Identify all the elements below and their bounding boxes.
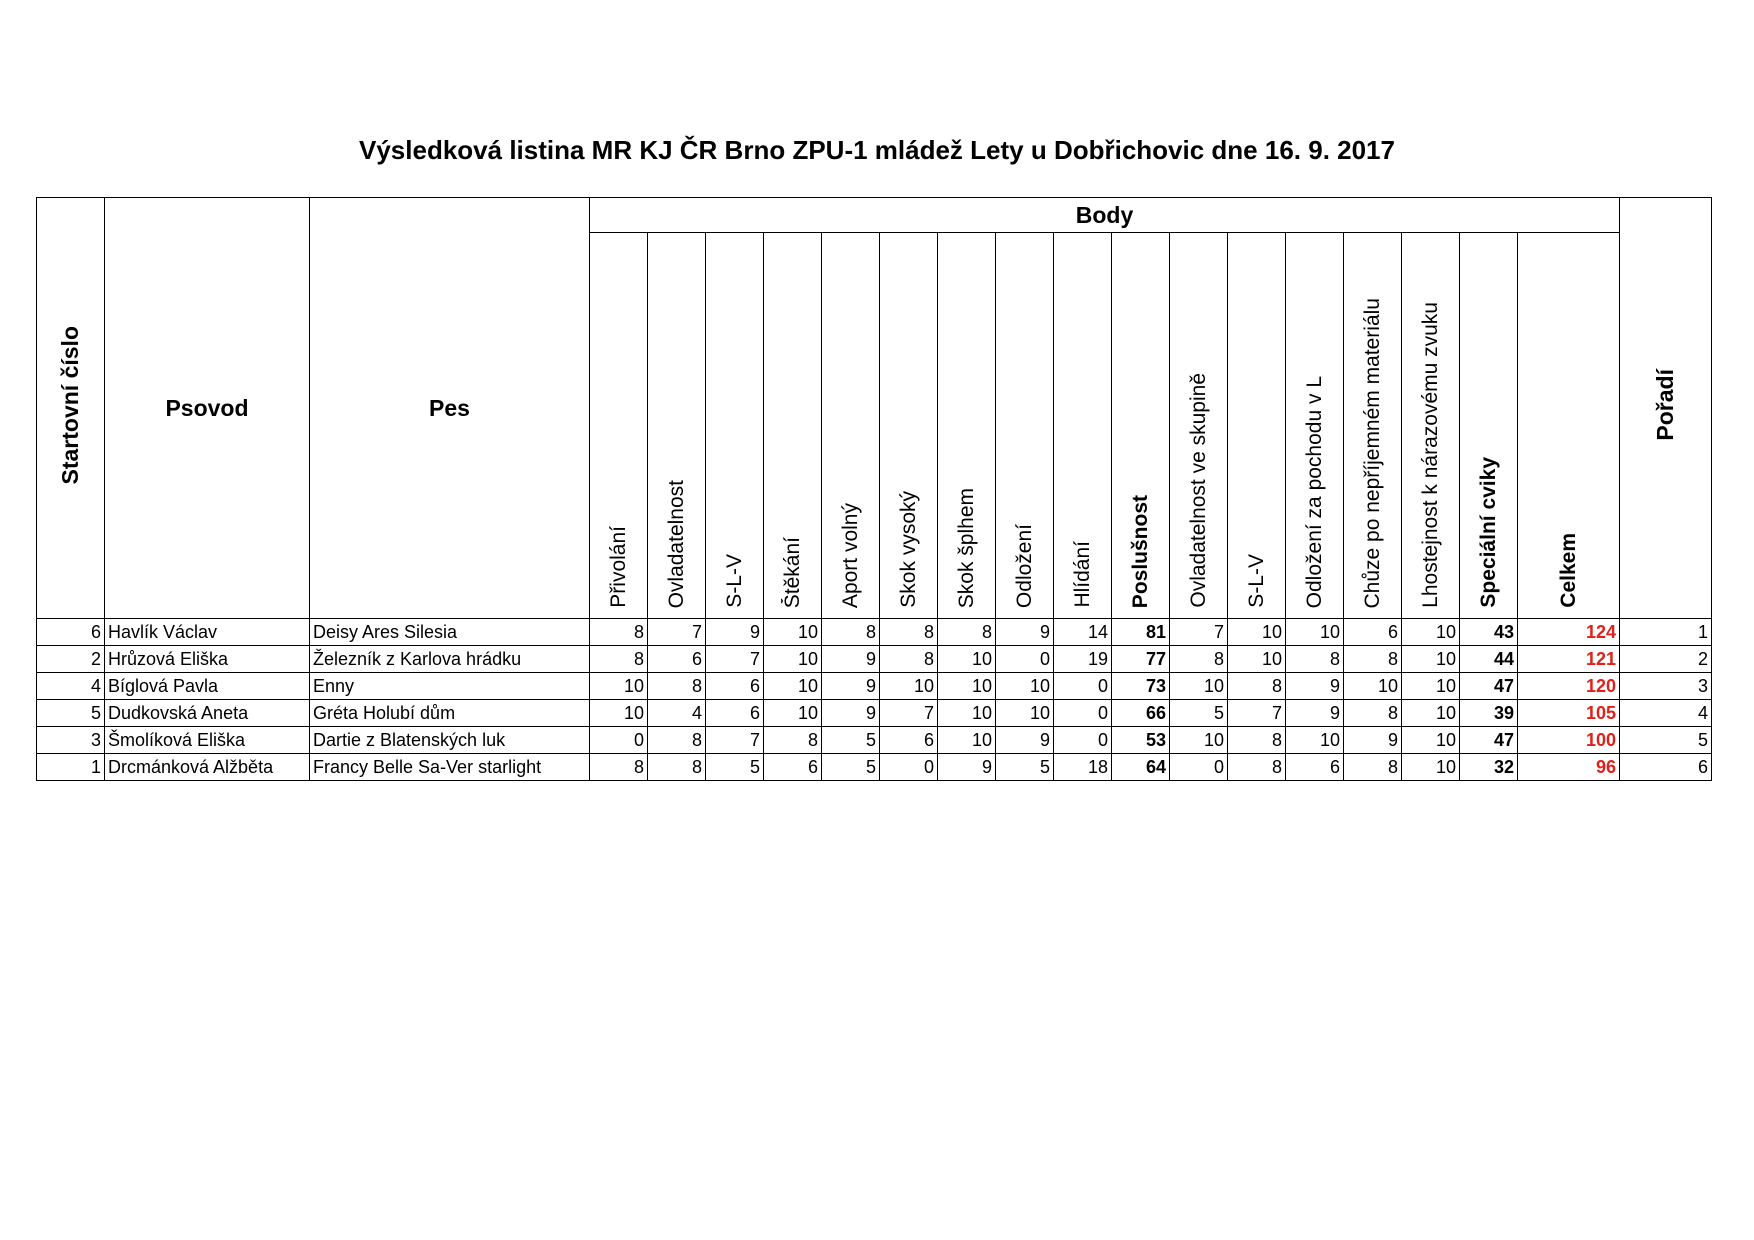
score-cell: 47	[1460, 727, 1518, 754]
score-cell: 8	[1344, 646, 1402, 673]
score-cell: 10	[1402, 754, 1460, 781]
table-row	[37, 727, 1712, 754]
score-cell: 10	[590, 700, 648, 727]
header-handler: Psovod	[105, 198, 310, 619]
score-cell: 8	[1286, 646, 1344, 673]
header-rank: Pořadí	[1620, 198, 1712, 619]
header-points: Body	[590, 198, 1620, 233]
score-cell: 8	[648, 754, 706, 781]
total-cell: 96	[1518, 754, 1620, 781]
rank-cell: 1	[1620, 619, 1712, 646]
start-number-cell: 4	[37, 673, 105, 700]
table-row	[37, 754, 1712, 781]
table-row	[37, 673, 1712, 700]
score-cell: 64	[1112, 754, 1170, 781]
score-cell: 0	[1054, 673, 1112, 700]
score-cell: 7	[706, 727, 764, 754]
score-cell: 5	[706, 754, 764, 781]
score-cell: 10	[1170, 727, 1228, 754]
score-cell: 0	[1054, 700, 1112, 727]
score-cell: 73	[1112, 673, 1170, 700]
handler-cell: Dudkovská Aneta	[105, 700, 310, 727]
score-cell: 0	[1170, 754, 1228, 781]
rank-cell: 2	[1620, 646, 1712, 673]
score-cell: 8	[1170, 646, 1228, 673]
score-cell: 8	[1344, 754, 1402, 781]
header-score-9: Poslušnost	[1112, 233, 1170, 619]
header-score-1: Ovladatelnost	[648, 233, 706, 619]
score-cell: 8	[648, 673, 706, 700]
rank-cell: 5	[1620, 727, 1712, 754]
total-cell: 100	[1518, 727, 1620, 754]
dog-cell: Enny	[310, 673, 590, 700]
score-cell: 10	[1170, 673, 1228, 700]
score-cell: 4	[648, 700, 706, 727]
score-cell: 53	[1112, 727, 1170, 754]
score-cell: 10	[880, 673, 938, 700]
start-number-cell: 2	[37, 646, 105, 673]
score-cell: 9	[996, 727, 1054, 754]
score-cell: 8	[590, 619, 648, 646]
header-score-4: Aport volný	[822, 233, 880, 619]
score-cell: 8	[764, 727, 822, 754]
score-cell: 81	[1112, 619, 1170, 646]
score-cell: 10	[938, 646, 996, 673]
header-score-6: Skok šplhem	[938, 233, 996, 619]
score-cell: 10	[1402, 673, 1460, 700]
dog-cell: Deisy Ares Silesia	[310, 619, 590, 646]
score-cell: 66	[1112, 700, 1170, 727]
header-score-12: Odložení za pochodu v L	[1286, 233, 1344, 619]
score-cell: 8	[880, 646, 938, 673]
score-cell: 14	[1054, 619, 1112, 646]
page-title: Výsledková listina MR KJ ČR Brno ZPU-1 mládež Lety u Dobřichovic dne 16. 9. 2017	[359, 135, 1395, 165]
score-cell: 8	[880, 619, 938, 646]
handler-cell: Drcmánková Alžběta	[105, 754, 310, 781]
total-cell: 105	[1518, 700, 1620, 727]
start-number-cell: 1	[37, 754, 105, 781]
score-cell: 5	[996, 754, 1054, 781]
score-cell: 8	[1228, 673, 1286, 700]
score-cell: 10	[1402, 727, 1460, 754]
score-cell: 8	[1344, 700, 1402, 727]
table-row	[37, 646, 1712, 673]
score-cell: 6	[706, 673, 764, 700]
header-start-number: Startovní číslo	[37, 198, 105, 619]
header-score-13: Chůze po nepříjemném materiálu	[1344, 233, 1402, 619]
score-cell: 9	[822, 700, 880, 727]
handler-cell: Šmolíková Eliška	[105, 727, 310, 754]
score-cell: 8	[648, 727, 706, 754]
start-number-cell: 6	[37, 619, 105, 646]
score-cell: 9	[1286, 673, 1344, 700]
header-score-7: Odložení	[996, 233, 1054, 619]
score-cell: 10	[1228, 619, 1286, 646]
score-cell: 10	[938, 673, 996, 700]
score-cell: 10	[764, 700, 822, 727]
score-cell: 5	[822, 727, 880, 754]
score-cell: 10	[1402, 646, 1460, 673]
score-cell: 9	[938, 754, 996, 781]
score-cell: 7	[880, 700, 938, 727]
header-score-2: S-L-V	[706, 233, 764, 619]
score-cell: 10	[938, 727, 996, 754]
score-cell: 7	[706, 646, 764, 673]
score-cell: 5	[1170, 700, 1228, 727]
score-cell: 10	[1228, 646, 1286, 673]
score-cell: 77	[1112, 646, 1170, 673]
dog-cell: Gréta Holubí dům	[310, 700, 590, 727]
handler-cell: Bíglová Pavla	[105, 673, 310, 700]
score-cell: 6	[764, 754, 822, 781]
score-cell: 6	[1344, 619, 1402, 646]
dog-cell: Dartie z Blatenských luk	[310, 727, 590, 754]
score-cell: 10	[1286, 727, 1344, 754]
score-cell: 0	[590, 727, 648, 754]
score-cell: 44	[1460, 646, 1518, 673]
score-cell: 10	[764, 673, 822, 700]
table-row	[37, 700, 1712, 727]
score-cell: 10	[764, 646, 822, 673]
score-cell: 9	[1344, 727, 1402, 754]
score-cell: 18	[1054, 754, 1112, 781]
header-score-5: Skok vysoký	[880, 233, 938, 619]
header-score-15: Speciální cviky	[1460, 233, 1518, 619]
score-cell: 9	[822, 673, 880, 700]
score-cell: 10	[1286, 619, 1344, 646]
score-cell: 47	[1460, 673, 1518, 700]
header-score-3: Štěkání	[764, 233, 822, 619]
score-cell: 8	[1228, 727, 1286, 754]
score-cell: 9	[1286, 700, 1344, 727]
header-score-16: Celkem	[1518, 233, 1620, 619]
header-score-14: Lhostejnost k nárazovému zvuku	[1402, 233, 1460, 619]
score-cell: 19	[1054, 646, 1112, 673]
score-cell: 8	[590, 754, 648, 781]
score-cell: 8	[938, 619, 996, 646]
header-score-0: Přivolání	[590, 233, 648, 619]
score-cell: 10	[1344, 673, 1402, 700]
score-cell: 9	[706, 619, 764, 646]
rank-cell: 6	[1620, 754, 1712, 781]
dog-cell: Francy Belle Sa-Ver starlight	[310, 754, 590, 781]
score-cell: 7	[1228, 700, 1286, 727]
total-cell: 121	[1518, 646, 1620, 673]
score-cell: 10	[996, 700, 1054, 727]
results-table	[36, 197, 1712, 781]
dog-cell: Železník z Karlova hrádku	[310, 646, 590, 673]
score-cell: 0	[996, 646, 1054, 673]
score-cell: 6	[880, 727, 938, 754]
score-cell: 32	[1460, 754, 1518, 781]
total-cell: 120	[1518, 673, 1620, 700]
score-cell: 10	[1402, 700, 1460, 727]
score-cell: 5	[822, 754, 880, 781]
score-cell: 8	[590, 646, 648, 673]
score-cell: 9	[996, 619, 1054, 646]
score-cell: 8	[822, 619, 880, 646]
score-cell: 7	[1170, 619, 1228, 646]
total-cell: 124	[1518, 619, 1620, 646]
score-cell: 6	[648, 646, 706, 673]
handler-cell: Havlík Václav	[105, 619, 310, 646]
header-score-8: Hlídání	[1054, 233, 1112, 619]
score-cell: 6	[1286, 754, 1344, 781]
score-cell: 0	[1054, 727, 1112, 754]
start-number-cell: 3	[37, 727, 105, 754]
handler-cell: Hrůzová Eliška	[105, 646, 310, 673]
score-cell: 10	[996, 673, 1054, 700]
score-cell: 7	[648, 619, 706, 646]
score-cell: 10	[1402, 619, 1460, 646]
score-cell: 10	[590, 673, 648, 700]
score-cell: 9	[822, 646, 880, 673]
score-cell: 39	[1460, 700, 1518, 727]
score-cell: 0	[880, 754, 938, 781]
table-row	[37, 619, 1712, 646]
start-number-cell: 5	[37, 700, 105, 727]
score-cell: 6	[706, 700, 764, 727]
header-score-11: S-L-V	[1228, 233, 1286, 619]
score-cell: 10	[938, 700, 996, 727]
rank-cell: 4	[1620, 700, 1712, 727]
score-cell: 10	[764, 619, 822, 646]
rank-cell: 3	[1620, 673, 1712, 700]
score-cell: 8	[1228, 754, 1286, 781]
header-score-10: Ovladatelnost ve skupině	[1170, 233, 1228, 619]
score-cell: 43	[1460, 619, 1518, 646]
header-dog: Pes	[310, 198, 590, 619]
